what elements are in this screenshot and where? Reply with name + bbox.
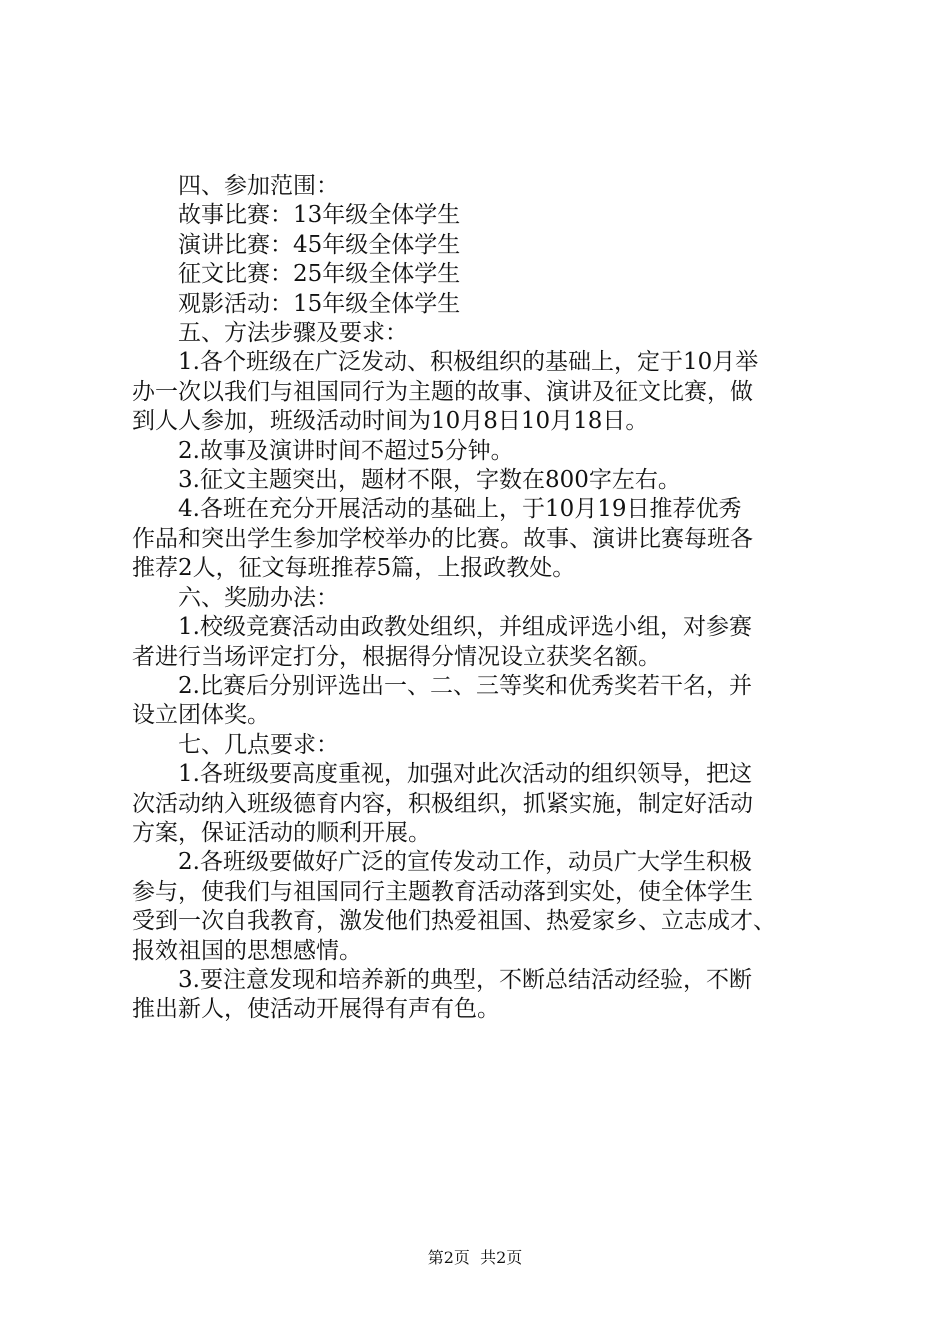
text-line: 受到一次自我教育，激发他们热爱祖国、热爱家乡、立志成才、 xyxy=(132,908,776,935)
text-line: 2.各班级要做好广泛的宣传发动工作，动员广大学生积极 xyxy=(178,849,752,876)
page-footer: 第2页 共2页 xyxy=(427,1248,523,1267)
text-line: 参与，使我们与祖国同行主题教育活动落到实处，使全体学生 xyxy=(132,878,753,905)
text-line: 作品和突出学生参加学校举办的比赛。故事、演讲比赛每班各 xyxy=(132,525,753,552)
text-line: 报效祖国的思想感情。 xyxy=(132,937,362,964)
text-line: 3.征文主题突出，题材不限，字数在800字左右。 xyxy=(178,467,681,494)
text-line: 者进行当场评定打分，根据得分情况设立获奖名额。 xyxy=(132,643,661,670)
text-line: 推荐2人，征文每班推荐5篇，上报政教处。 xyxy=(132,555,576,582)
text-line: 推出新人，使活动开展得有声有色。 xyxy=(132,996,500,1023)
text-line: 五、方法步骤及要求： xyxy=(178,320,408,347)
text-line: 次活动纳入班级德育内容，积极组织，抓紧实施，制定好活动 xyxy=(132,790,753,817)
text-line: 1.各班级要高度重视，加强对此次活动的组织领导，把这 xyxy=(178,761,752,788)
text-line: 4.各班在充分开展活动的基础上，于10月19日推荐优秀 xyxy=(178,496,742,523)
text-line: 3.要注意发现和培养新的典型，不断总结活动经验，不断 xyxy=(178,966,752,993)
document-body xyxy=(132,172,832,1025)
text-line: 四、参加范围： xyxy=(178,173,339,199)
text-line: 观影活动：15年级全体学生 xyxy=(178,290,461,317)
text-line: 演讲比赛：45年级全体学生 xyxy=(178,231,461,258)
text-line: 办一次以我们与祖国同行为主题的故事、演讲及征文比赛，做 xyxy=(132,378,753,405)
text-line: 1.各个班级在广泛发动、积极组织的基础上，定于10月举 xyxy=(178,349,759,376)
text-line: 七、几点要求： xyxy=(178,731,339,758)
text-line: 六、奖励办法： xyxy=(178,584,339,611)
text-line: 设立团体奖。 xyxy=(132,702,270,729)
text-line: 2.比赛后分别评选出一、二、三等奖和优秀奖若干名，并 xyxy=(178,672,752,699)
text-line: 2.故事及演讲时间不超过5分钟。 xyxy=(178,437,514,464)
text-line: 征文比赛：25年级全体学生 xyxy=(178,261,461,288)
text-line: 到人人参加，班级活动时间为10月8日10月18日。 xyxy=(132,408,649,435)
text-line: 故事比赛：13年级全体学生 xyxy=(178,202,461,229)
text-line: 1.校级竞赛活动由政教处组织，并组成评选小组，对参赛 xyxy=(178,614,752,641)
text-line: 方案，保证活动的顺利开展。 xyxy=(132,819,431,846)
